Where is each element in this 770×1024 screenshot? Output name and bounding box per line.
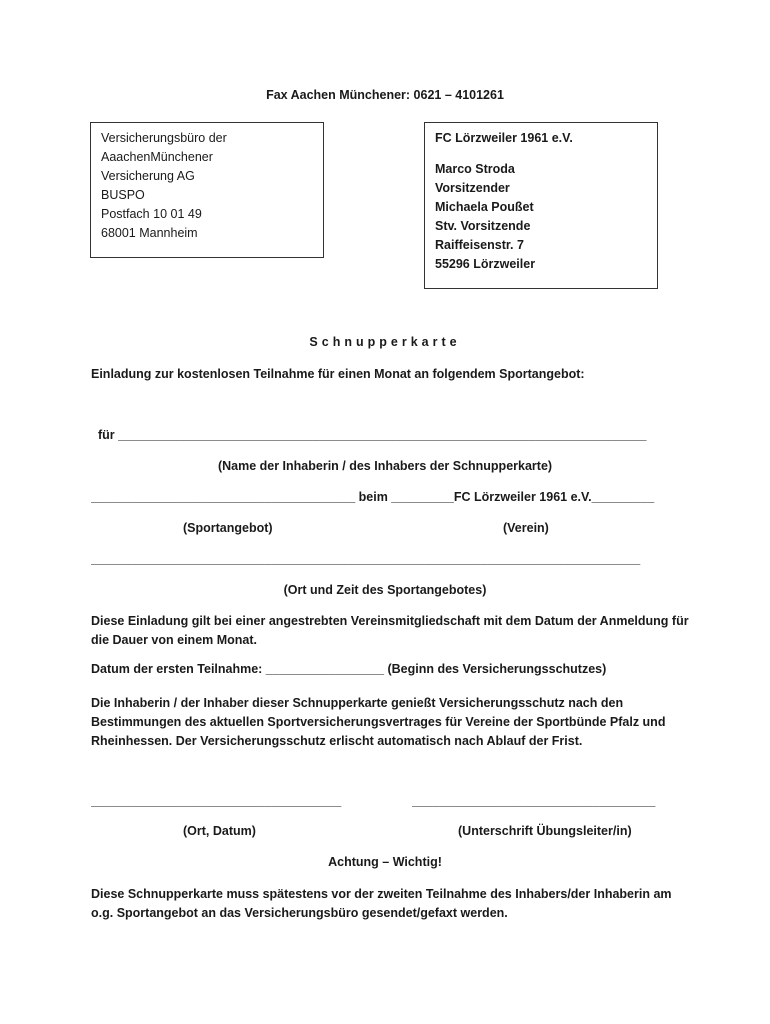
insurer-address-line: Versicherungsbüro der (101, 131, 227, 145)
club-address-line: Michaela Poußet (435, 200, 534, 214)
place-date-caption: (Ort, Datum) (183, 824, 256, 838)
name-fill-line: für ____________________________________________________________________________ (98, 428, 647, 442)
insurer-address-line: AaachenMünchener (101, 150, 213, 164)
name-caption: (Name der Inhaberin / des Inhabers der Schnupperkarte) (217, 459, 553, 473)
club-address-spacer (435, 148, 647, 160)
warning-paragraph: Diese Schnupperkarte muss spätestens vor der zweiten Teilnahme des Inhabers/der Inhaberin am o.g. Sportangebot an das Versicherungsbüro gesendet/gefaxt werden. (91, 887, 672, 920)
sport-caption: (Sportangebot) (183, 521, 273, 535)
insurance-paragraph: Die Inhaberin / der Inhaber dieser Schnupperkarte genießt Versicherungsschutz nach den Bestimmungen des aktuellen Sportversicherungsvertrages für Vereine der Sportbünde Pfalz und Rheinhessen. Der Versicherungsschutz erlischt automatisch nach Ablauf der Frist. (91, 696, 666, 748)
insurer-address-line: Versicherung AG (101, 169, 195, 183)
fax-line: Fax Aachen Münchener: 0621 – 4101261 (266, 88, 504, 102)
club-address-line: Raiffeisenstr. 7 (435, 238, 524, 252)
signature-line: ___________________________________ (412, 794, 656, 808)
insurer-address-line: Postfach 10 01 49 (101, 207, 202, 221)
club-address-line: 55296 Lörzweiler (435, 257, 536, 271)
verein-caption: (Verein) (503, 521, 549, 535)
club-address-line: Stv. Vorsitzende (435, 219, 531, 233)
signature-caption: (Unterschrift Übungsleiter/in) (458, 824, 632, 838)
club-address-box (424, 122, 658, 289)
place-date-sign-line: ____________________________________ (91, 794, 342, 808)
club-address-line: Marco Stroda (435, 162, 515, 176)
first-date-line: Datum der ersten Teilnahme: _________________ (Beginn des Versicherungsschutzes) (91, 662, 607, 676)
document-title: Schnupperkarte (309, 335, 461, 349)
intro-text: Einladung zur kostenlosen Teilnahme für einen Monat an folgendem Sportangebot: (91, 367, 585, 381)
place-time-fill-line: _______________________________________________________________________________ (91, 552, 641, 566)
insurer-address-box (90, 122, 324, 258)
insurer-address-line: BUSPO (101, 188, 145, 202)
place-time-caption: (Ort und Zeit des Sportangebotes) (283, 583, 487, 597)
warning-title: Achtung – Wichtig! (328, 855, 442, 869)
club-name: FC Lörzweiler 1961 e.V. (435, 131, 573, 145)
club-address-line: Vorsitzender (435, 181, 510, 195)
sport-fill-line: ______________________________________ beim _________FC Lörzweiler 1961 e.V._________ (91, 490, 655, 504)
insurer-address-line: 68001 Mannheim (101, 226, 198, 240)
validity-paragraph: Diese Einladung gilt bei einer angestrebten Vereinsmitgliedschaft mit dem Datum der Anmeldung für die Dauer von einem Monat. (91, 614, 689, 647)
